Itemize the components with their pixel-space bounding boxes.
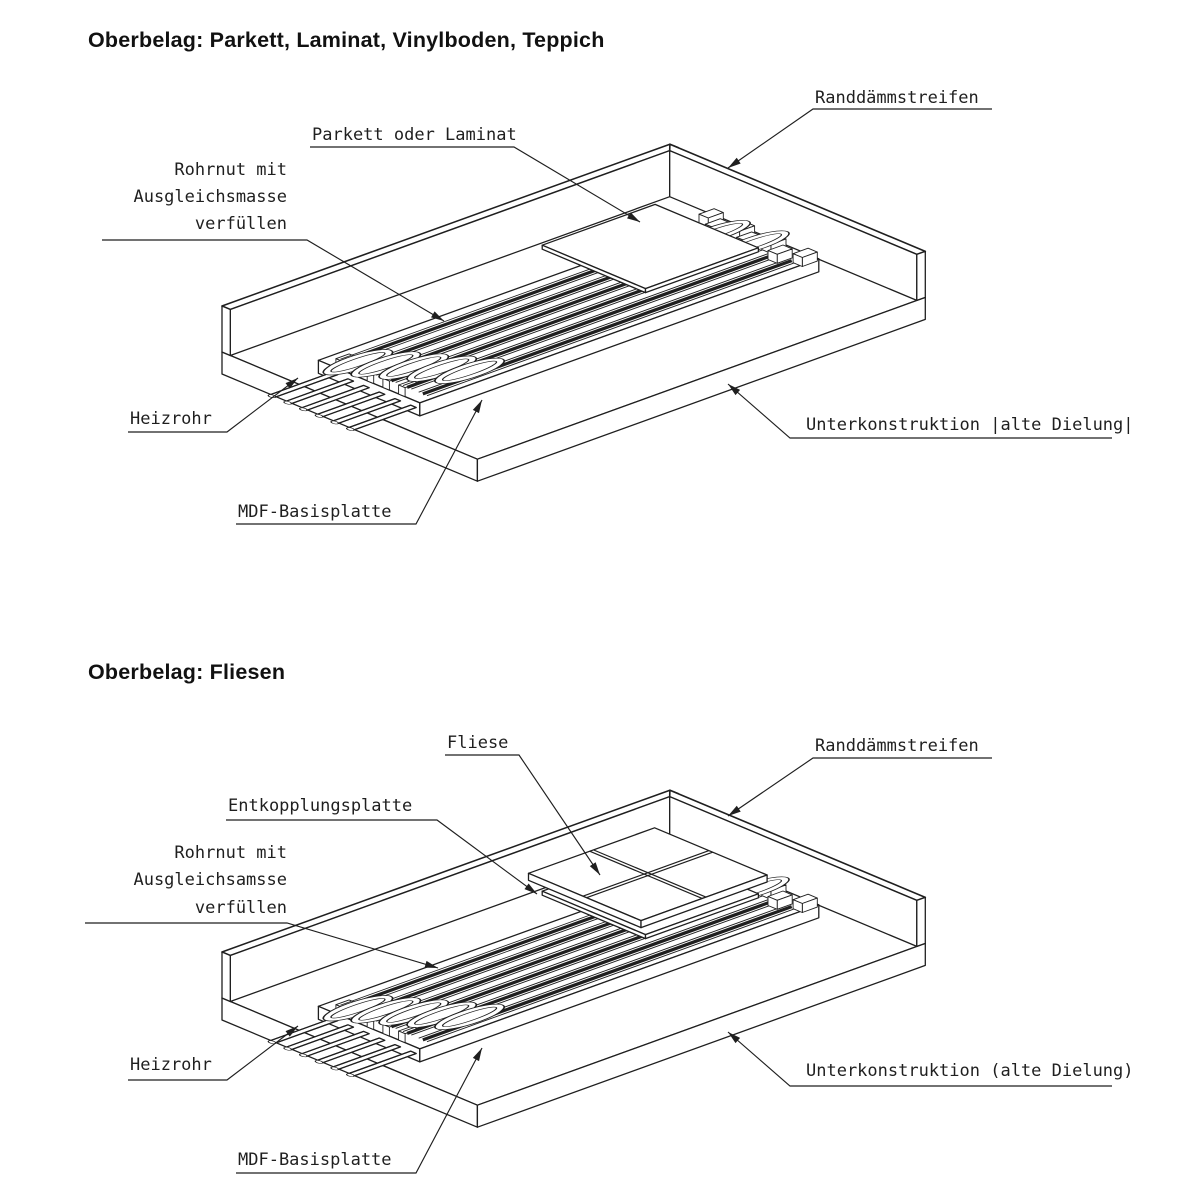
diagram2-linework — [85, 755, 1112, 1173]
label-rohrnut-2-line3: verfüllen — [194, 898, 287, 918]
label-randdaemmstreifen-2: Randdämmstreifen — [815, 736, 979, 756]
label-mdf-basisplatte-1: MDF-Basisplatte — [238, 502, 392, 522]
label-rohrnut-1-line3: verfüllen — [194, 214, 287, 234]
label-entkopplungsplatte: Entkopplungsplatte — [228, 796, 413, 816]
label-mdf-basisplatte-2: MDF-Basisplatte — [238, 1150, 392, 1170]
diagram1-title: Oberbelag: Parkett, Laminat, Vinylboden, Teppich — [88, 28, 605, 52]
label-fliese: Fliese — [447, 733, 509, 753]
diagram2-drawing — [40, 718, 1160, 1200]
label-randdaemmstreifen-1: Randdämmstreifen — [815, 88, 979, 108]
label-heizrohr-2: Heizrohr — [130, 1055, 212, 1075]
label-rohrnut-2-line1: Rohrnut mit — [174, 843, 287, 863]
label-unterkonstruktion-2: Unterkonstruktion (alte Dielung) — [806, 1061, 1134, 1081]
label-rohrnut-1-line1: Rohrnut mit — [174, 160, 287, 180]
label-heizrohr-1: Heizrohr — [130, 409, 212, 429]
label-rohrnut-2-line2: Ausgleichsamsse — [133, 870, 287, 890]
label-unterkonstruktion-1: Unterkonstruktion |alte Dielung| — [806, 415, 1134, 435]
label-rohrnut-1-line2: Ausgleichsmasse — [133, 187, 287, 207]
label-parkett-oder-laminat: Parkett oder Laminat — [312, 125, 517, 145]
diagram1-drawing — [40, 72, 1160, 577]
diagram2-title: Oberbelag: Fliesen — [88, 660, 286, 684]
